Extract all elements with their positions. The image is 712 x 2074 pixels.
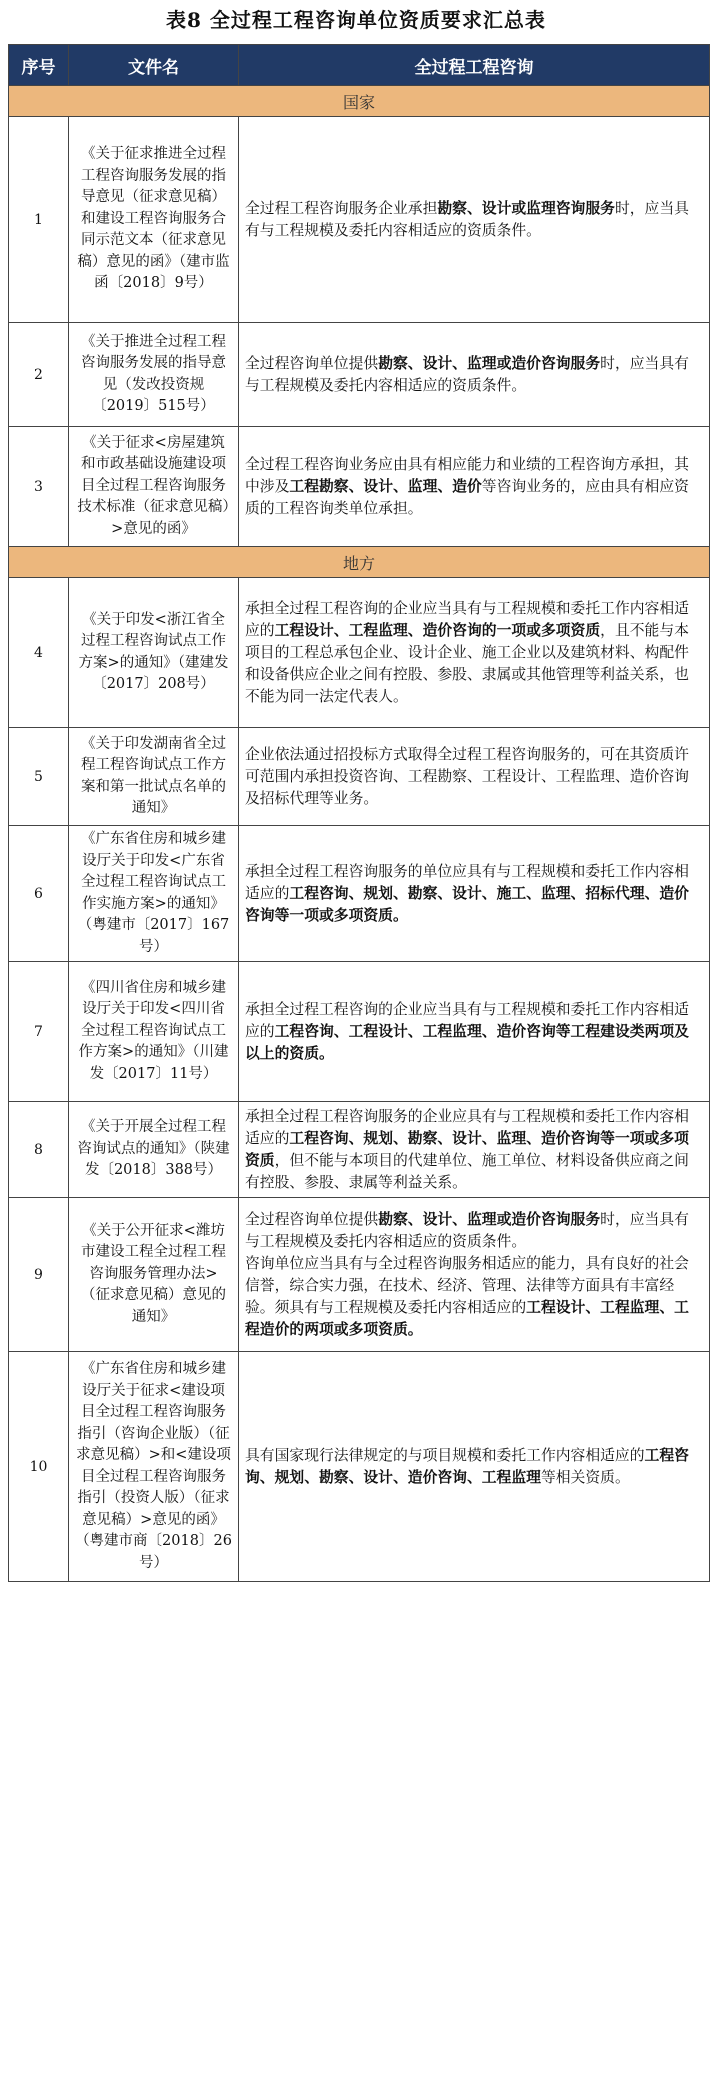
table-row (9, 1352, 710, 1582)
row-number: 6 (9, 826, 69, 962)
document-name: 《广东省住房和城乡建设厅关于征求<建设项目全过程工程咨询服务指引（咨询企业版）（征求意见稿）>和<建设项目全过程工程咨询服务指引（投资人版）（征求意见稿）>意见的函》（粤建市商〔2018〕26号） (69, 1352, 239, 1582)
text-run: 时，应当具有与工程规模及委托内容相适应的资质条件。 (245, 1210, 689, 1250)
document-name: 《关于推进全过程工程咨询服务发展的指导意见（发改投资规〔2019〕515号） (69, 323, 239, 427)
document-name: 《关于征求<房屋建筑和市政基础设施建设项目全过程工程咨询服务技术标准（征求意见稿）>意见的函》 (69, 427, 239, 547)
document-name: 《关于公开征求<潍坊市建设工程全过程工程咨询服务管理办法>（征求意见稿）意见的通知》 (69, 1198, 239, 1352)
text-run: 全过程工程咨询服务企业承担 (245, 199, 438, 217)
bold-text-run: 勘察、设计或监理咨询服务 (437, 199, 615, 217)
bold-text-run: 工程设计、工程监理、造价咨询的一项或多项资质 (274, 621, 601, 639)
text-run: 全过程咨询单位提供 (245, 1210, 379, 1228)
qualification-content (239, 1102, 710, 1198)
table-row (9, 826, 710, 962)
text-run: 全过程工程咨询业务应由具有相应能力和业绩的工程咨询方承担，其中涉及 (245, 455, 689, 495)
bold-text-run: 工程设计、工程监理、工程造价的两项或多项资质。 (245, 1298, 689, 1338)
table-header-row (9, 45, 710, 86)
bold-text-run: 勘察、设计、监理或造价咨询服务 (378, 1210, 601, 1228)
qualification-content (239, 962, 710, 1102)
qualification-content (239, 1352, 710, 1582)
row-number: 3 (9, 427, 69, 547)
qualification-content (239, 323, 710, 427)
table-body (9, 86, 710, 1582)
table-row (9, 1102, 710, 1198)
table-row (9, 117, 710, 323)
row-number: 9 (9, 1198, 69, 1352)
text-run: ，但不能与本项目的代建单位、施工单位、材料设备供应商之间有控股、参股、隶属等利益关系。 (245, 1151, 689, 1191)
qualification-content (239, 826, 710, 962)
row-number: 10 (9, 1352, 69, 1582)
text-run: 承担全过程工程咨询的企业应当具有与工程规模和委托工作内容相适应的 (245, 599, 689, 639)
text-run: 具有国家现行法律规定的与项目规模和委托工作内容相适应的 (245, 1446, 645, 1464)
row-number: 8 (9, 1102, 69, 1198)
table-row (9, 578, 710, 728)
row-number: 5 (9, 728, 69, 826)
bold-text-run: 工程咨询、规划、勘察、设计、施工、监理、招标代理、造价咨询等一项或多项资质。 (245, 884, 689, 924)
header-no: 序号 (9, 45, 69, 86)
bold-text-run: 工程咨询、工程设计、工程监理、造价咨询等工程建设类两项及以上的资质。 (245, 1022, 689, 1062)
qualification-content (239, 427, 710, 547)
row-number: 2 (9, 323, 69, 427)
bold-text-run: 勘察、设计、监理或造价咨询服务 (378, 354, 601, 372)
text-run: 时，应当具有与工程规模及委托内容相适应的资质条件。 (245, 199, 689, 239)
page-title: 表8 全过程工程咨询单位资质要求汇总表 (166, 8, 546, 32)
bold-text-run: 工程咨询、规划、勘察、设计、造价咨询、工程监理 (245, 1446, 689, 1486)
text-run: 承担全过程工程咨询服务的单位应具有与工程规模和委托工作内容相适应的 (245, 862, 689, 902)
text-run: ，且不能与本项目的工程总承包企业、设计企业、施工企业以及建筑材料、构配件和设备供应企业之间有控股、参股、隶属或其他管理等利益关系，也不能为同一法定代表人。 (245, 621, 689, 705)
text-run: 承担全过程工程咨询的企业应当具有与工程规模和委托工作内容相适应的 (245, 1000, 689, 1040)
text-run: 咨询单位应当具有与全过程咨询服务相适应的能力，具有良好的社会信誉，综合实力强，在技术、经济、管理、法律等方面具有丰富经验。须具有与工程规模及委托内容相适应的 (245, 1254, 689, 1316)
text-run: 承担全过程工程咨询服务的企业应具有与工程规模和委托工作内容相适应的 (245, 1107, 689, 1147)
row-number: 1 (9, 117, 69, 323)
document-name: 《关于印发<浙江省全过程工程咨询试点工作方案>的通知》（建建发〔2017〕208号） (69, 578, 239, 728)
text-run: 等相关资质。 (540, 1468, 630, 1486)
qualification-table (8, 44, 710, 1582)
text-run: 时，应当具有与工程规模及委托内容相适应的资质条件。 (245, 354, 689, 394)
table-row (9, 427, 710, 547)
header-doc: 文件名 (69, 45, 239, 86)
table-row (9, 728, 710, 826)
table-row (9, 1198, 710, 1352)
document-name: 《广东省住房和城乡建设厅关于印发<广东省全过程工程咨询试点工作实施方案>的通知》（粤建市〔2017〕167号） (69, 826, 239, 962)
text-run: 企业依法通过招投标方式取得全过程工程咨询服务的，可在其资质许可范围内承担投资咨询、工程勘察、工程设计、工程监理、造价咨询及招标代理等业务。 (245, 745, 689, 807)
bold-text-run: 工程勘察、设计、监理、造价 (289, 477, 482, 495)
qualification-content (239, 1198, 710, 1352)
qualification-content (239, 578, 710, 728)
document-name: 《关于印发湖南省全过程工程咨询试点工作方案和第一批试点名单的通知》 (69, 728, 239, 826)
row-number: 7 (9, 962, 69, 1102)
section-row (9, 547, 710, 578)
section-row (9, 86, 710, 117)
table-row (9, 962, 710, 1102)
section-label: 地方 (9, 547, 710, 578)
header-content: 全过程工程咨询 (239, 45, 710, 86)
text-run: 等咨询业务的，应由具有相应资质的工程咨询类单位承担。 (245, 477, 689, 517)
qualification-content (239, 117, 710, 323)
table-row (9, 323, 710, 427)
row-number: 4 (9, 578, 69, 728)
bold-text-run: 工程咨询、规划、勘察、设计、监理、造价咨询等一项或多项资质 (245, 1129, 689, 1169)
qualification-content (239, 728, 710, 826)
document-name: 《四川省住房和城乡建设厅关于印发<四川省全过程工程咨询试点工作方案>的通知》（川建发〔2017〕11号） (69, 962, 239, 1102)
document-name: 《关于征求推进全过程工程咨询服务发展的指导意见（征求意见稿）和建设工程咨询服务合同示范文本（征求意见稿）意见的函》（建市监函〔2018〕9号） (69, 117, 239, 323)
document-name: 《关于开展全过程工程咨询试点的通知》（陕建发〔2018〕388号） (69, 1102, 239, 1198)
text-run: 全过程咨询单位提供 (245, 354, 379, 372)
section-label: 国家 (9, 86, 710, 117)
